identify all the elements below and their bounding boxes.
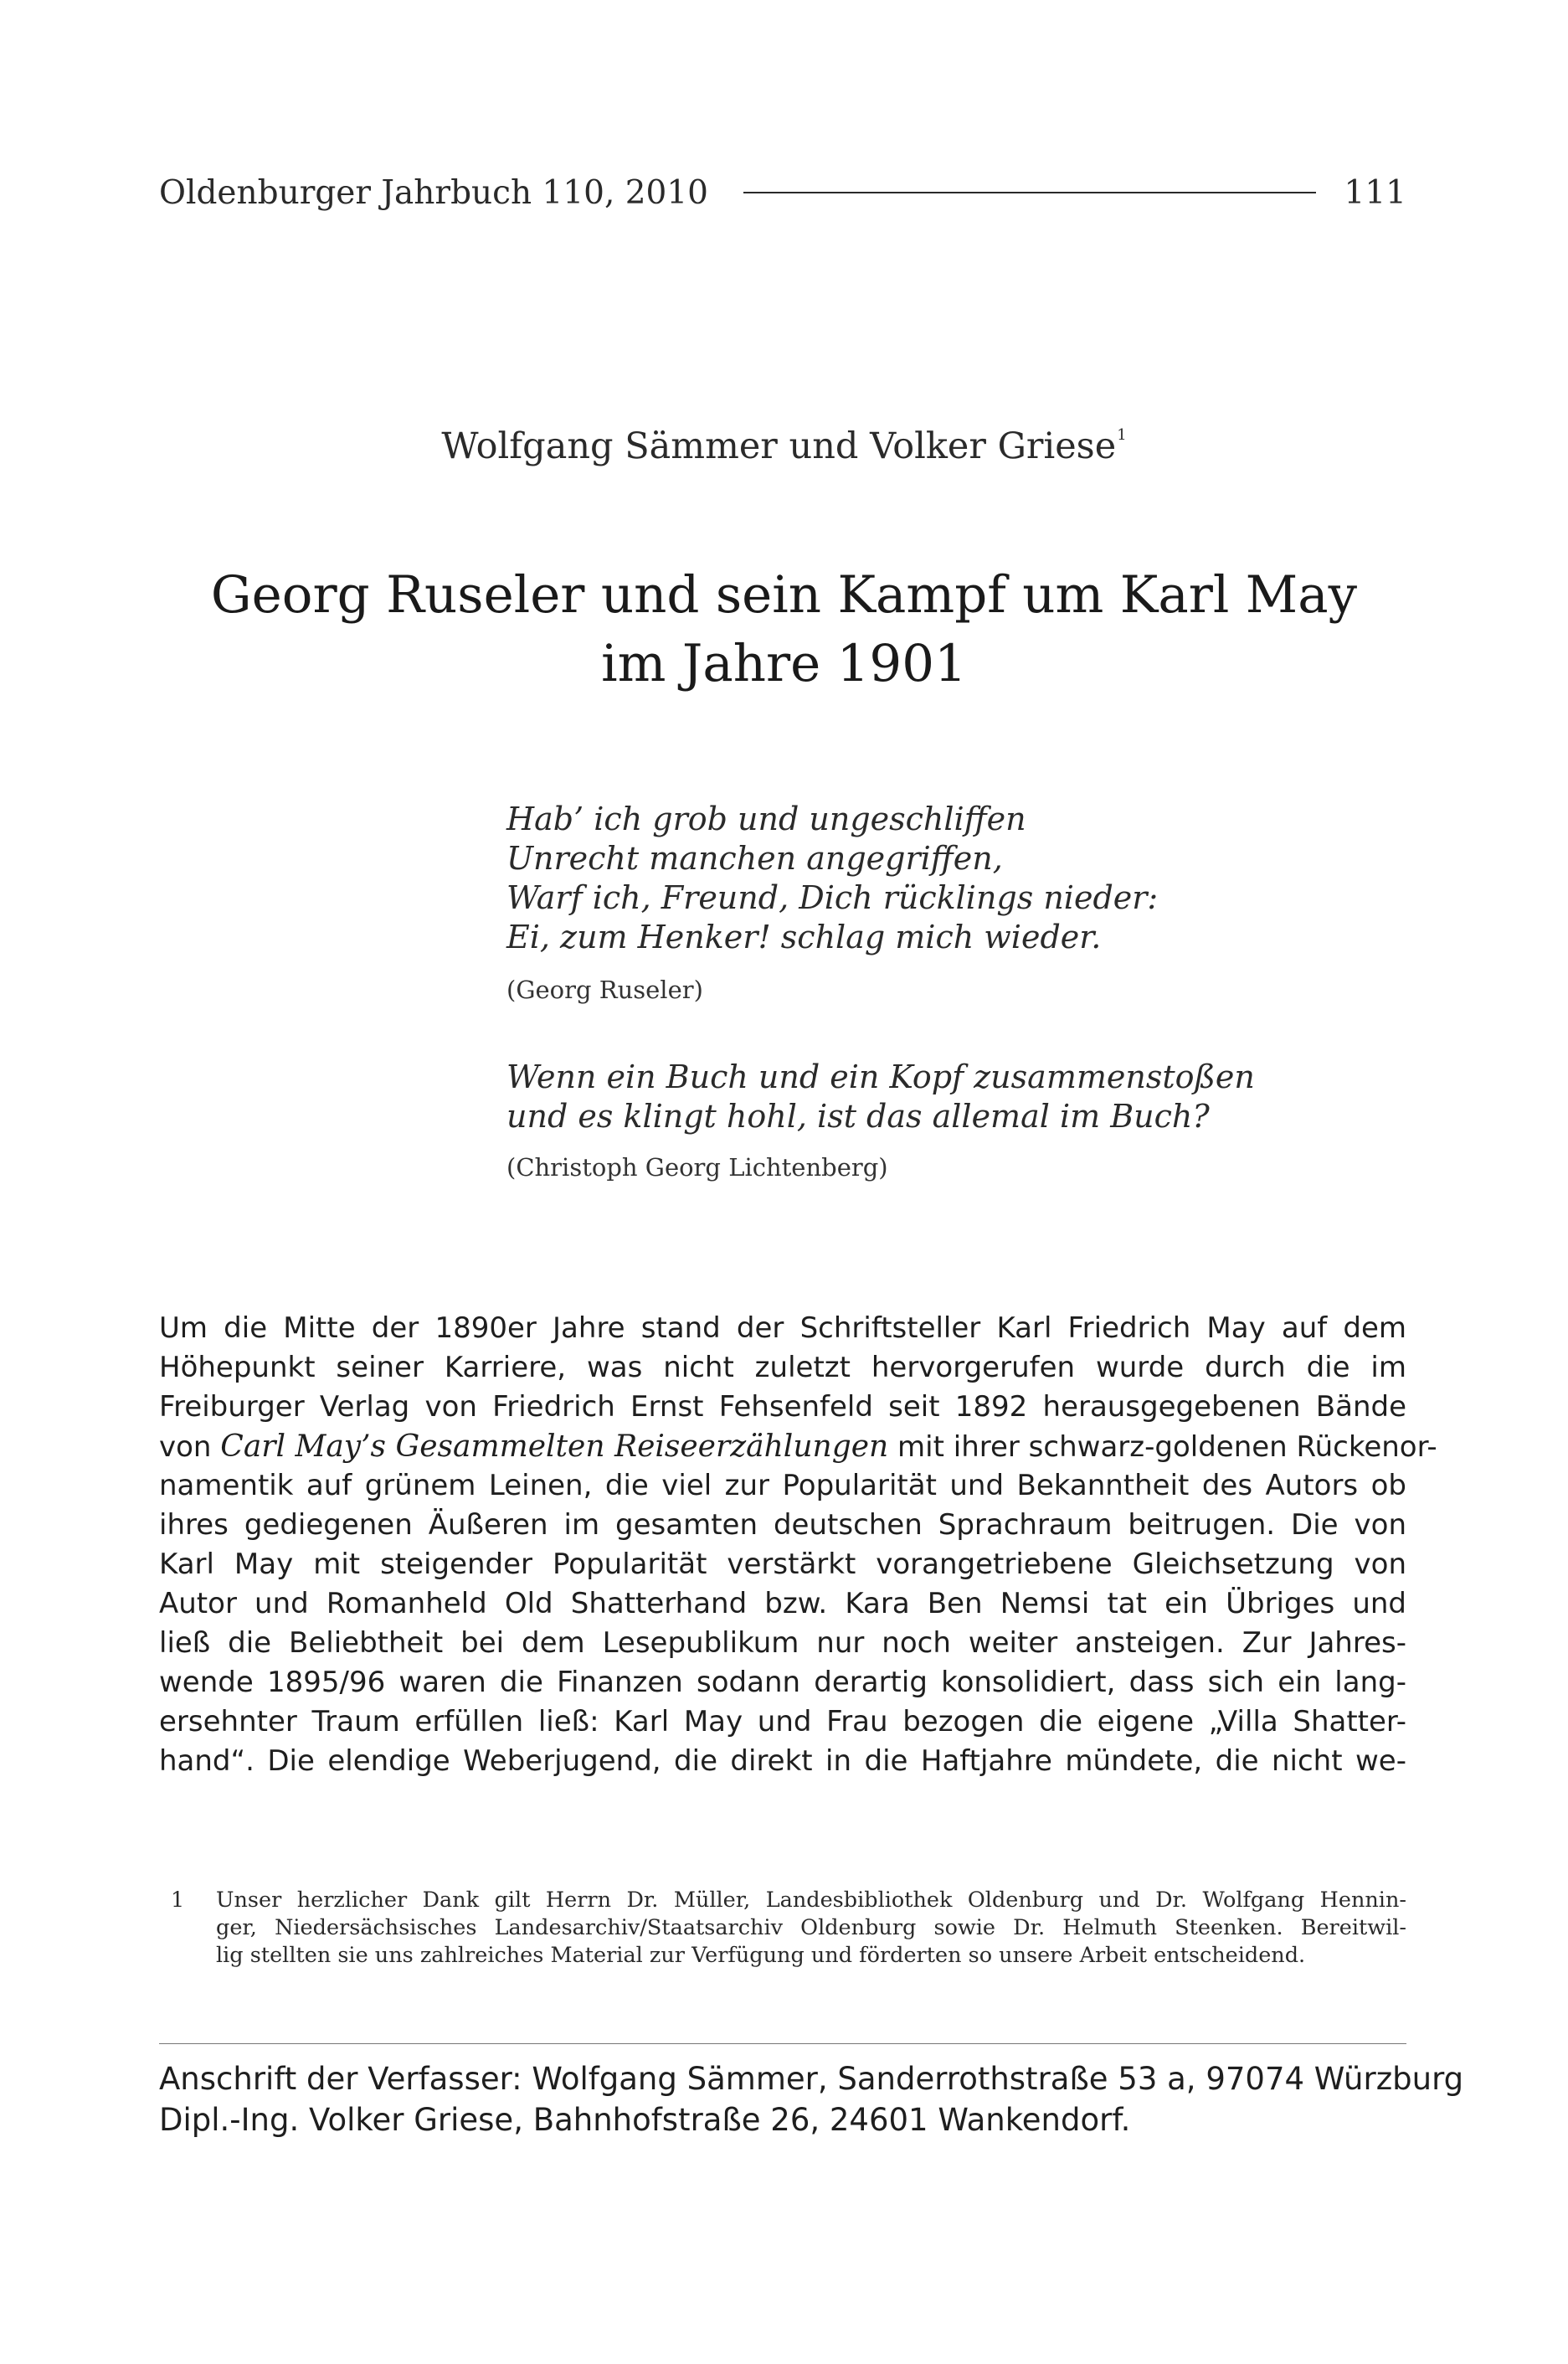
- motto-attribution: (Christoph Georg Lichtenberg): [506, 1153, 888, 1182]
- page-number: 111: [1344, 173, 1406, 212]
- body-paragraph: [159, 1309, 1437, 1781]
- verse-line: Warf ich, Freund, Dich rücklings nieder:: [506, 879, 1159, 916]
- verse-line: Ei, zum Henker! schlag mich wieder.: [506, 919, 1102, 955]
- address-line: Dipl.-Ing. Volker Griese, Bahnhofstraße 26, 24601 Wankendorf.: [159, 2102, 1131, 2138]
- body-line: namentik auf grünem Leinen, die viel zur Popularität und Bekanntheit des Autors ob: [159, 1469, 1406, 1502]
- body-line: Um die Mitte der 1890er Jahre stand der Schriftsteller Karl Friedrich May auf dem: [159, 1311, 1406, 1345]
- footnote-line: ger, Niedersächsisches Landesarchiv/Staatsarchiv Oldenburg sowie Dr. Helmuth Steenken. Bereitwil-: [216, 1915, 1406, 1940]
- footnote-reference: 1: [1117, 426, 1127, 444]
- article-title: [0, 561, 1568, 698]
- address-separator: [159, 2043, 1406, 2044]
- header-rule: [743, 192, 1316, 193]
- body-line: Karl May mit steigender Popularität verstärkt vorangetriebene Gleichsetzung von: [159, 1548, 1406, 1581]
- motto-block: [506, 800, 1158, 1004]
- body-line: Freiburger Verlag von Friedrich Ernst Fehsenfeld seit 1892 herausgegebenen Bände: [159, 1390, 1406, 1424]
- verse-line: Wenn ein Buch und ein Kopf zusammenstoßen: [506, 1058, 1255, 1095]
- author-names: Wolfgang Sämmer und Volker Griese: [441, 425, 1117, 467]
- running-header: [159, 167, 1406, 218]
- body-text-run: von: [159, 1430, 221, 1464]
- body-text-run: mit ihrer schwarz-goldenen Rückenor-: [888, 1430, 1437, 1464]
- footnote: [159, 1887, 1406, 1970]
- motto-attribution: (Georg Ruseler): [506, 976, 703, 1004]
- motto-block: [506, 1058, 1255, 1182]
- verse-line: Hab’ ich grob und ungeschliffen: [506, 801, 1026, 837]
- journal-citation: Oldenburger Jahrbuch 110, 2010: [159, 173, 708, 212]
- body-line: [159, 1427, 1437, 1466]
- motto-verse: [506, 1058, 1255, 1136]
- body-line: wende 1895/96 waren die Finanzen sodann derartig konsolidiert, dass sich ein lang-: [159, 1666, 1406, 1699]
- body-line: ließ die Beliebtheit bei dem Lesepublikum nur noch weiter ansteigen. Zur Jahres-: [159, 1626, 1406, 1660]
- verse-line: und es klingt hohl, ist das allemal im Buch?: [506, 1098, 1210, 1135]
- author-address: [159, 2058, 1463, 2140]
- address-line: Anschrift der Verfasser: Wolfgang Sämmer, Sanderrothstraße 53 a, 97074 Würzburg: [159, 2061, 1464, 2097]
- title-line: im Jahre 1901: [601, 634, 967, 693]
- title-line: Georg Ruseler und sein Kampf um Karl May: [210, 565, 1358, 625]
- article-authors: [0, 425, 1568, 467]
- footnote-line: Unser herzlicher Dank gilt Herrn Dr. Müller, Landesbibliothek Oldenburg und Dr. Wolfgang Hennin-: [216, 1888, 1406, 1913]
- footnote-line: lig stellten sie uns zahlreiches Material zur Verfügung und förderten so unsere Arbeit entscheidend.: [216, 1943, 1306, 1968]
- footnote-text: [216, 1887, 1406, 1970]
- body-line: hand“. Die elendige Weberjugend, die direkt in die Haftjahre mündete, die nicht we-: [159, 1744, 1406, 1778]
- body-line: Autor und Romanheld Old Shatterhand bzw. Kara Ben Nemsi tat ein Übriges und: [159, 1587, 1406, 1620]
- motto-verse: [506, 800, 1158, 957]
- footnote-number: 1: [171, 1888, 185, 1913]
- body-line: Höhepunkt seiner Karriere, was nicht zuletzt hervorgerufen wurde durch die im: [159, 1351, 1406, 1384]
- body-line: ihres gediegenen Äußeren im gesamten deutschen Sprachraum beitrugen. Die von: [159, 1508, 1406, 1542]
- book-series-title: Carl May’s Gesammelten Reiseerzählungen: [220, 1429, 889, 1464]
- body-line: ersehnter Traum erfüllen ließ: Karl May und Frau bezogen die eigene „Villa Shatter-: [159, 1705, 1406, 1738]
- verse-line: Unrecht manchen angegriffen,: [506, 840, 1003, 877]
